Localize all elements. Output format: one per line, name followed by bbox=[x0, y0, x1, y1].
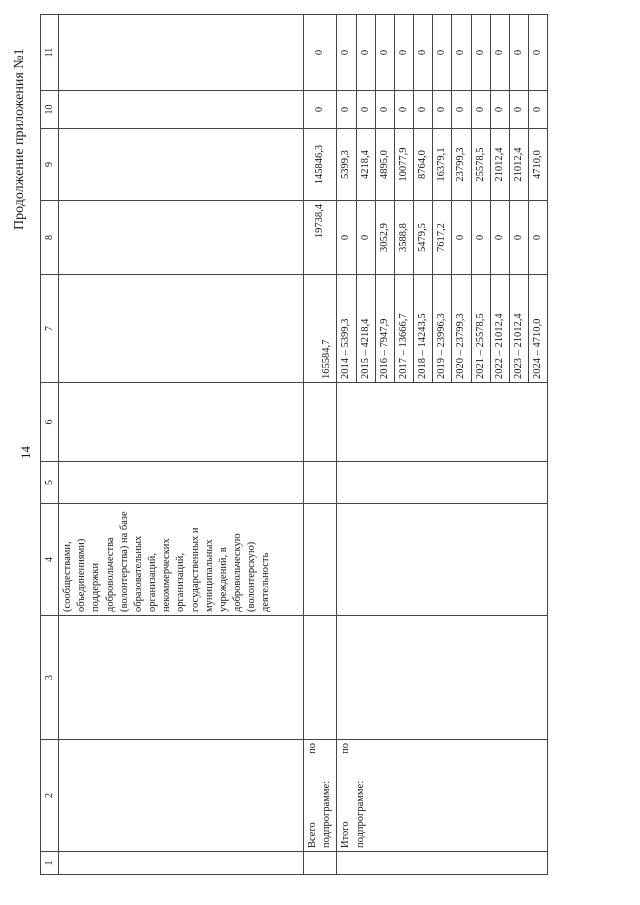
year-col10: 0 bbox=[471, 91, 490, 129]
year-col10: 0 bbox=[337, 91, 356, 129]
year-col11: 0 bbox=[433, 15, 452, 91]
total-col9: 145846,3 bbox=[304, 129, 337, 201]
year-col9: 5399,3 bbox=[337, 129, 356, 201]
year-col11: 0 bbox=[452, 15, 471, 91]
page-number: 14 bbox=[18, 446, 33, 459]
year-col9: 21012,4 bbox=[509, 129, 528, 201]
year-col9: 4895,0 bbox=[375, 129, 394, 201]
total-col8: 19738,4 bbox=[304, 201, 337, 275]
col-num: 2 bbox=[41, 740, 59, 852]
year-col10: 0 bbox=[433, 91, 452, 129]
year-col8: 0 bbox=[529, 201, 548, 275]
year-col8: 3588,8 bbox=[394, 201, 413, 275]
total-col10: 0 bbox=[304, 91, 337, 129]
description-row bbox=[59, 15, 304, 875]
year-col11: 0 bbox=[356, 15, 375, 91]
col-num: 9 bbox=[41, 129, 59, 201]
year-col8: 5479,5 bbox=[414, 201, 433, 275]
year-col8: 0 bbox=[356, 201, 375, 275]
year-col11: 0 bbox=[490, 15, 509, 91]
column-number-row bbox=[41, 15, 59, 875]
year-col11: 0 bbox=[471, 15, 490, 91]
year-col11: 0 bbox=[337, 15, 356, 91]
year-col7: 2023 – 21012,4 bbox=[509, 275, 528, 383]
year-col7: 2014 – 5399,3 bbox=[337, 275, 356, 383]
col-num: 10 bbox=[41, 91, 59, 129]
year-col8: 0 bbox=[471, 201, 490, 275]
year-col8: 0 bbox=[509, 201, 528, 275]
col-num: 6 bbox=[41, 383, 59, 462]
program-table bbox=[40, 14, 548, 875]
year-col10: 0 bbox=[452, 91, 471, 129]
year-col8: 0 bbox=[337, 201, 356, 275]
total-label: Всего по подпрограмме: bbox=[304, 740, 337, 852]
col-num: 4 bbox=[41, 504, 59, 616]
col-num: 7 bbox=[41, 275, 59, 383]
year-col10: 0 bbox=[356, 91, 375, 129]
year-col7: 2022 – 21012,4 bbox=[490, 275, 509, 383]
year-col11: 0 bbox=[375, 15, 394, 91]
year-col10: 0 bbox=[490, 91, 509, 129]
year-col9: 8764,0 bbox=[414, 129, 433, 201]
year-col7: 2019 – 23996,3 bbox=[433, 275, 452, 383]
itogo-label: Итого по подпрограмме: bbox=[337, 740, 548, 852]
total-row bbox=[304, 15, 337, 875]
year-col11: 0 bbox=[414, 15, 433, 91]
year-col10: 0 bbox=[414, 91, 433, 129]
col-num: 5 bbox=[41, 462, 59, 504]
year-col10: 0 bbox=[529, 91, 548, 129]
year-col11: 0 bbox=[394, 15, 413, 91]
measure-description: (сообществами, объединениями) поддержки добровольчества (волонтерства) на базе образовательных организаций, некоммерческих организаций, государственных и муниципальных учреждений, в добровольческую (волонтерскую) деятельность bbox=[59, 504, 304, 616]
year-col8: 3052,9 bbox=[375, 201, 394, 275]
col-num: 1 bbox=[41, 852, 59, 875]
year-col11: 0 bbox=[529, 15, 548, 91]
year-col11: 0 bbox=[509, 15, 528, 91]
year-col9: 10077,9 bbox=[394, 129, 413, 201]
year-col8: 0 bbox=[490, 201, 509, 275]
total-col11: 0 bbox=[304, 15, 337, 91]
year-col8: 7617,2 bbox=[433, 201, 452, 275]
col-num: 11 bbox=[41, 15, 59, 91]
year-col9: 4218,4 bbox=[356, 129, 375, 201]
year-col10: 0 bbox=[375, 91, 394, 129]
year-col7: 2017 – 13666,7 bbox=[394, 275, 413, 383]
year-col7: 2016 – 7947,9 bbox=[375, 275, 394, 383]
year-col7: 2020 – 23799,3 bbox=[452, 275, 471, 383]
year-col8: 0 bbox=[452, 201, 471, 275]
year-col7: 2021 – 25578,5 bbox=[471, 275, 490, 383]
year-col7: 2015 – 4218,4 bbox=[356, 275, 375, 383]
year-col9: 4710,0 bbox=[529, 129, 548, 201]
total-col7: 165584,7 bbox=[304, 275, 337, 383]
year-col10: 0 bbox=[509, 91, 528, 129]
year-col10: 0 bbox=[394, 91, 413, 129]
year-col7: 2018 – 14243,5 bbox=[414, 275, 433, 383]
year-col9: 25578,5 bbox=[471, 129, 490, 201]
year-col7: 2024 – 4710,0 bbox=[529, 275, 548, 383]
year-row bbox=[337, 15, 356, 875]
appendix-title: Продолжение приложения №1 bbox=[12, 48, 27, 230]
year-col9: 23799,3 bbox=[452, 129, 471, 201]
col-num: 3 bbox=[41, 616, 59, 740]
col-num: 8 bbox=[41, 201, 59, 275]
year-col9: 21012,4 bbox=[490, 129, 509, 201]
year-col9: 16379,1 bbox=[433, 129, 452, 201]
